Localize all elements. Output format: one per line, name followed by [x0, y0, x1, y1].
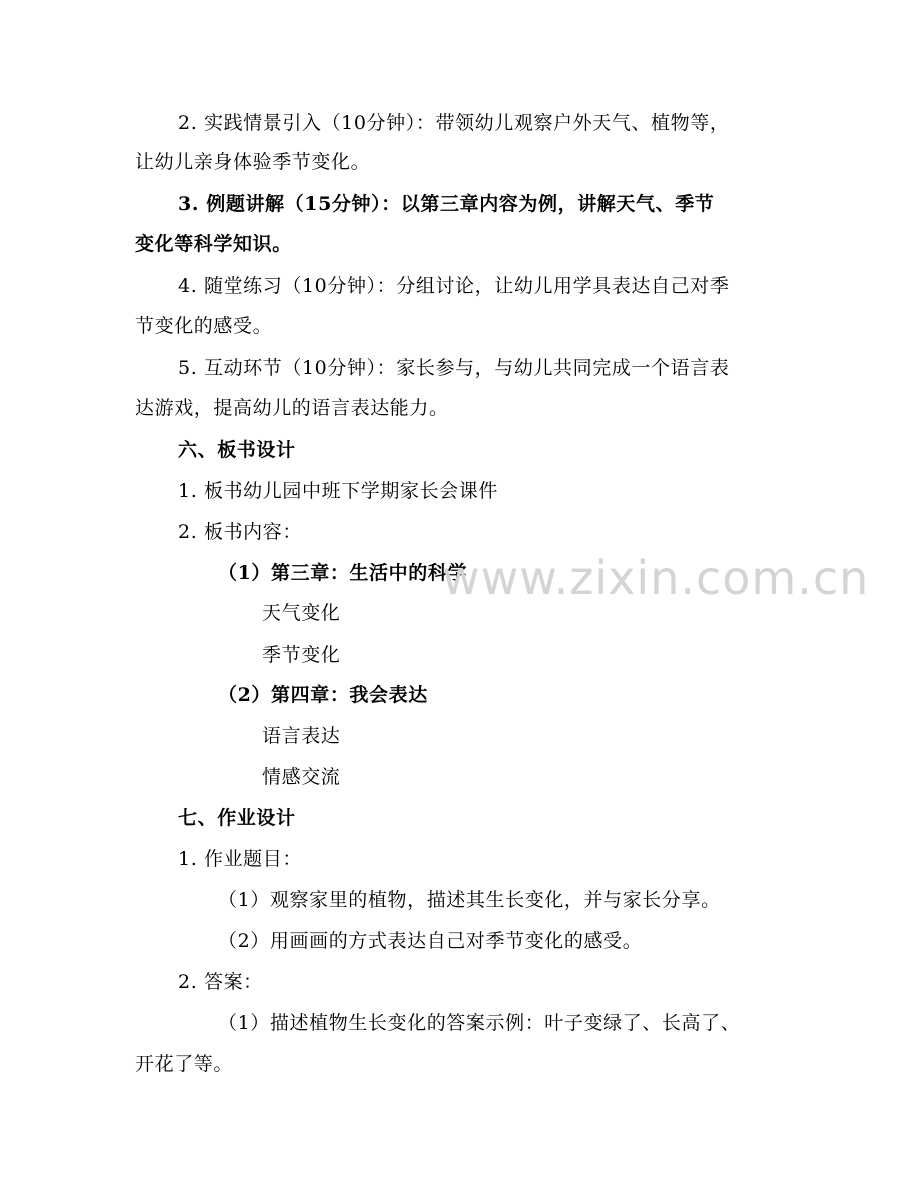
section-heading-homework: 七、作业设计	[178, 807, 296, 829]
homework-item-2: 2. 答案：	[178, 971, 263, 993]
answer-line-1: （1）描述植物生长变化的答案示例：叶子变绿了、长高了、	[218, 1012, 741, 1034]
watermark: www.zixin.com.cn	[442, 551, 870, 605]
interaction-item-line-2: 达游戏，提高幼儿的语言表达能力。	[135, 397, 449, 419]
exercise-item-line-1: 4. 随堂练习（10分钟）：分组讨论，让幼儿用学具表达自己对季	[178, 275, 730, 297]
interaction-item-line-1: 5. 互动环节（10分钟）：家长参与，与幼儿共同完成一个语言表	[178, 357, 730, 379]
blackboard-item-1: 1. 板书幼儿园中班下学期家长会课件	[178, 480, 498, 502]
answer-line-2: 开花了等。	[135, 1053, 234, 1075]
blackboard-item-2: 2. 板书内容：	[178, 521, 302, 543]
homework-task-2: （2）用画画的方式表达自己对季节变化的感受。	[218, 930, 643, 952]
chapter-four-topic-emotion: 情感交流	[262, 766, 341, 788]
chapter-three-heading: （1）第三章：生活中的科学	[218, 562, 468, 584]
example-item-line-2: 变化等科学知识。	[135, 233, 292, 255]
example-item-line-1: 3. 例题讲解（15分钟）：以第三章内容为例，讲解天气、季节	[178, 193, 715, 215]
section-heading-blackboard: 六、板书设计	[178, 439, 296, 461]
homework-item-1: 1. 作业题目：	[178, 848, 302, 870]
exercise-item-line-2: 节变化的感受。	[135, 315, 273, 337]
practice-item-line-1: 2. 实践情景引入（10分钟）：带领幼儿观察户外天气、植物等，	[178, 112, 730, 134]
chapter-four-heading: （2）第四章：我会表达	[218, 684, 428, 706]
chapter-three-topic-season: 季节变化	[262, 644, 341, 666]
chapter-three-topic-weather: 天气变化	[262, 602, 341, 624]
chapter-four-topic-language: 语言表达	[262, 725, 341, 747]
homework-task-1: （1）观察家里的植物，描述其生长变化，并与家长分享。	[218, 889, 721, 911]
practice-item-line-2: 让幼儿亲身体验季节变化。	[135, 151, 371, 173]
